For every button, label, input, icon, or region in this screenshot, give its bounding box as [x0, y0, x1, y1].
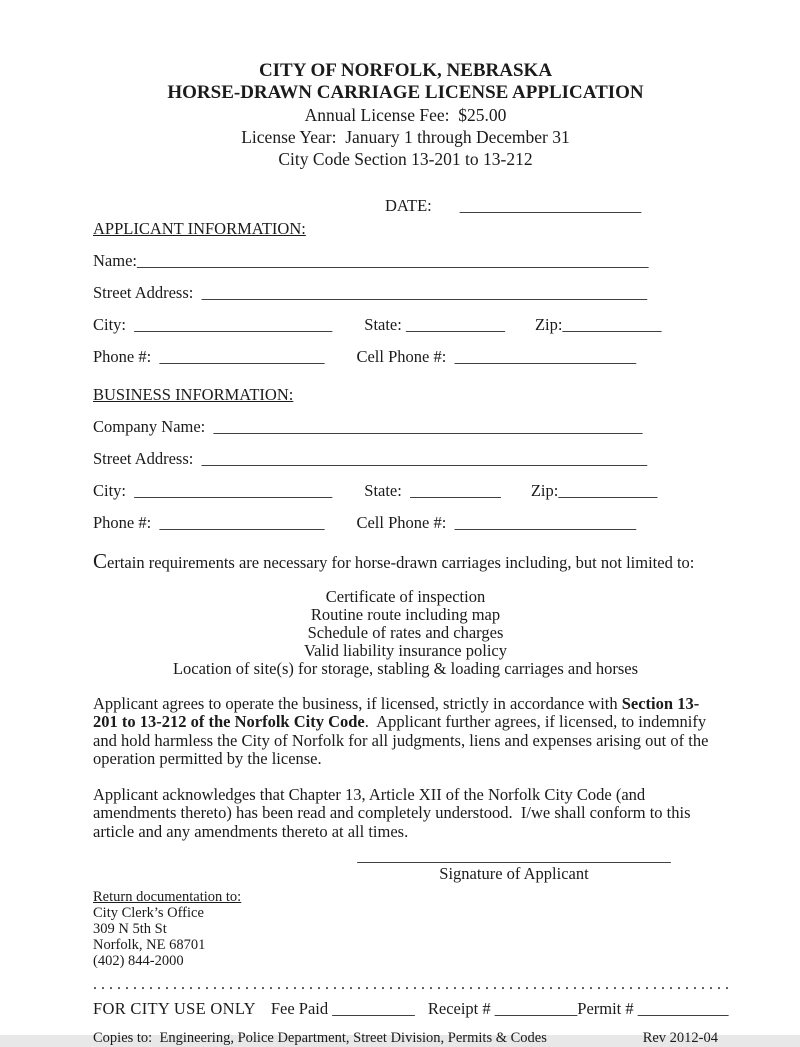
- name-blank: ______________________________________________________________: [136, 251, 649, 270]
- fee-paid-blank: __________: [332, 999, 415, 1018]
- business-state-label: State:: [364, 481, 411, 500]
- business-cell-blank: ______________________: [454, 513, 637, 532]
- signature-line: ______________________________________: [357, 846, 671, 865]
- business-company-row: [93, 417, 718, 437]
- business-street-blank: ______________________________________________________: [201, 449, 648, 468]
- city-label: City:: [93, 315, 135, 334]
- state-label: State:: [364, 315, 406, 334]
- applicant-city-state-zip-row: [93, 315, 718, 335]
- agreement-p1-text-before: Applicant agrees to operate the business, if licensed, strictly in accordance with: [93, 693, 622, 713]
- business-city-label: City:: [93, 481, 135, 500]
- applicant-section-heading: APPLICANT INFORMATION:: [93, 219, 306, 238]
- zip-label: Zip:: [534, 315, 563, 334]
- signature-block: [355, 847, 673, 883]
- return-address-phone: (402) 844-2000: [93, 953, 184, 969]
- applicant-name-row: [93, 251, 718, 271]
- city-code-line: City Code Section 13-201 to 13-212: [278, 149, 533, 169]
- requirements-intro-initial: C: [93, 549, 108, 573]
- agreement-p1-text-after: . Applicant further agrees, if licensed, to indemnify and hold harmless the City of Norfolk for all judgments, liens and expenses arising out of the operation permitted by the license.: [93, 712, 713, 768]
- form-title-line2: HORSE-DRAWN CARRIAGE LICENSE APPLICATION: [167, 82, 644, 103]
- date-label: DATE:: [385, 196, 432, 215]
- cell-phone-blank: ______________________: [454, 347, 637, 366]
- business-zip-label: Zip:: [530, 481, 559, 500]
- copies-to-line: Copies to: Engineering, Police Department, Street Division, Permits & Codes: [93, 1030, 547, 1046]
- applicant-phone-row: [93, 347, 718, 367]
- requirements-intro: [93, 549, 718, 574]
- street-address-blank: ______________________________________________________: [201, 283, 648, 302]
- return-documentation-block: [93, 889, 718, 969]
- name-label: Name:: [93, 251, 137, 270]
- annual-fee-line: Annual License Fee: $25.00: [304, 105, 507, 125]
- applicant-street-row: [93, 283, 718, 303]
- return-address-street: 309 N 5th St: [93, 921, 167, 937]
- agreement-paragraph-2: Applicant acknowledges that Chapter 13, Article XII of the Norfolk City Code (and amendments thereto) has been read and completely understood. I/we shall conform to this article and any amendments thereto at all times.: [93, 784, 695, 841]
- license-year-line: License Year: January 1 through December 31: [241, 127, 570, 147]
- business-phone-label: Phone #:: [93, 513, 160, 532]
- city-use-row: [93, 999, 729, 1019]
- requirement-item: Valid liability insurance policy: [304, 641, 507, 660]
- document-header: [93, 60, 718, 170]
- revision-label: Rev 2012-04: [642, 1030, 718, 1046]
- signature-label: Signature of Applicant: [439, 864, 589, 883]
- footer-row: [93, 1030, 718, 1047]
- street-address-label: Street Address:: [93, 283, 202, 302]
- business-section-heading: BUSINESS INFORMATION:: [93, 385, 294, 404]
- cell-phone-label: Cell Phone #:: [356, 347, 455, 366]
- business-phone-row: [93, 513, 718, 533]
- company-name-blank: ____________________________________________________: [213, 417, 643, 436]
- receipt-number-label: Receipt #: [423, 999, 495, 1018]
- company-name-label: Company Name:: [93, 417, 214, 436]
- permit-number-label: Permit #: [577, 999, 638, 1018]
- return-address-office: City Clerk’s Office: [93, 905, 204, 921]
- fee-paid-label: Fee Paid: [270, 999, 333, 1018]
- requirement-item: Routine route including map: [310, 605, 501, 624]
- agreement-p1-bold-citation: Section 13-201 to 13-212 of the Norfolk City Code: [93, 693, 700, 731]
- requirement-item: Certificate of inspection: [325, 587, 486, 606]
- permit-number-blank: ___________: [637, 999, 729, 1018]
- requirements-list: [93, 588, 718, 678]
- business-cell-label: Cell Phone #:: [356, 513, 455, 532]
- city-use-title: FOR CITY USE ONLY: [93, 999, 256, 1018]
- return-address-city: Norfolk, NE 68701: [93, 937, 206, 953]
- business-city-state-zip-row: [93, 481, 718, 501]
- business-state-blank: ___________: [410, 481, 501, 500]
- phone-label: Phone #:: [93, 347, 160, 366]
- date-blank: ______________________: [459, 196, 642, 215]
- agreement-paragraph-1: [93, 695, 718, 769]
- business-zip-blank: ____________: [558, 481, 658, 500]
- state-blank: ____________: [405, 315, 505, 334]
- business-street-row: [93, 449, 718, 469]
- form-title-line1: CITY OF NORFOLK, NEBRASKA: [258, 60, 553, 81]
- business-city-blank: ________________________: [134, 481, 333, 500]
- business-street-label: Street Address:: [93, 449, 202, 468]
- zip-blank: ____________: [562, 315, 662, 334]
- receipt-number-blank: __________: [494, 999, 578, 1018]
- requirement-item: Location of site(s) for storage, stabling & loading carriages and horses: [172, 659, 639, 678]
- phone-blank: ____________________: [159, 347, 325, 366]
- business-phone-blank: ____________________: [159, 513, 325, 532]
- return-documentation-heading: Return documentation to:: [93, 889, 242, 905]
- date-row: [385, 196, 718, 216]
- requirements-intro-text: ertain requirements are necessary for horse-drawn carriages including, but not limited to:: [107, 553, 695, 572]
- requirement-item: Schedule of rates and charges: [307, 623, 504, 642]
- city-blank: ________________________: [134, 315, 333, 334]
- dotted-separator: . . . . . . . . . . . . . . . . . . . . . . . . . . . . . . . . . . . . . . . . . . . . . . . . . . . . . . . . . . . . . . . . . . . . . . . . . . . . . . . .: [93, 976, 729, 993]
